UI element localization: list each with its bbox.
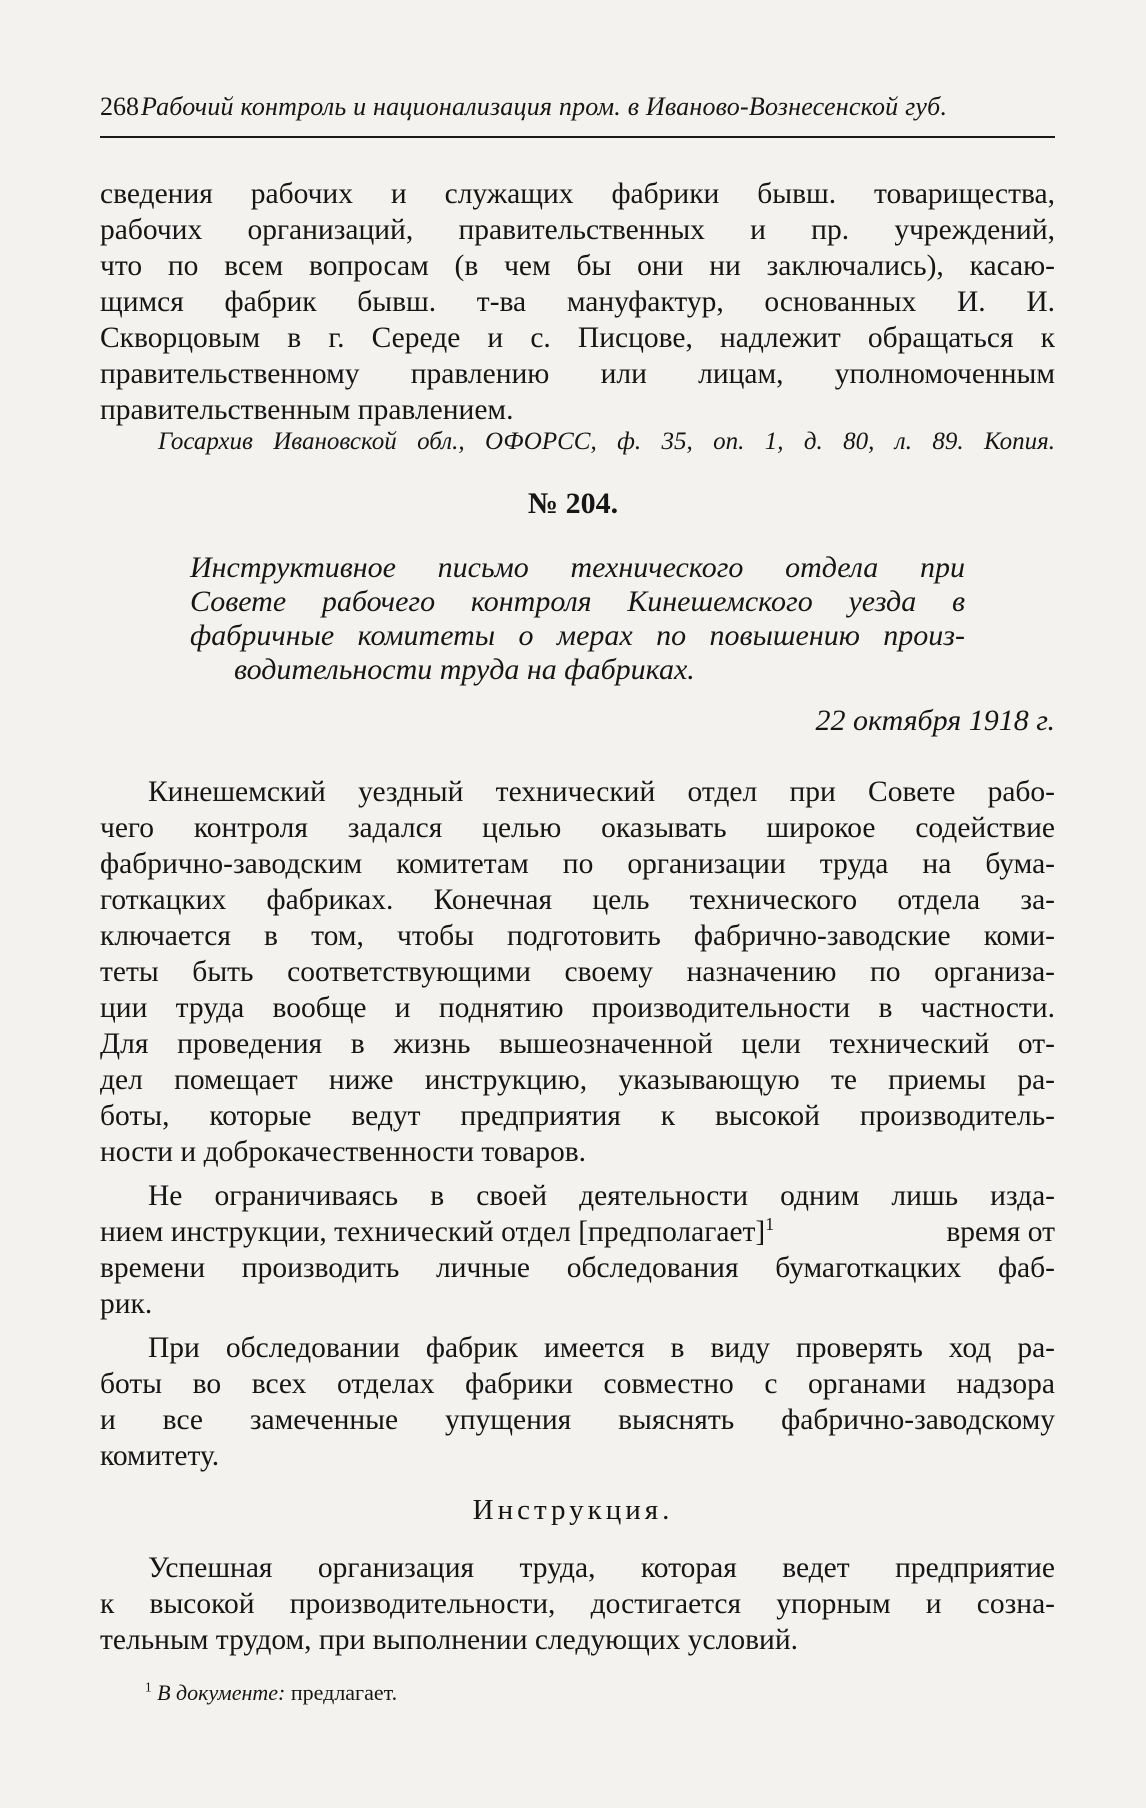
paragraph-line: Не ограничиваясь в своей деятельности одним лишь изда- — [148, 1180, 1055, 1212]
paragraph-line: к высокой производительности, достигается упорным и созна- — [100, 1588, 1055, 1620]
continuation-line: правительственному правлению или лицам, уполномоченным — [100, 358, 1055, 390]
page-number: 268 — [100, 92, 139, 121]
continuation-line: правительственным правлением. — [100, 394, 514, 426]
continuation-line: что по всем вопросам (в чем бы они ни заключались), касаю- — [100, 250, 1055, 282]
paragraph-line: фабрично-заводским комитетам по организации труда на бума- — [100, 848, 1055, 880]
footnote-reference: 1 — [765, 1214, 775, 1235]
paragraph-line: боты во всех отделах фабрики совместно с органами надзора — [100, 1368, 1055, 1400]
section-heading: Инструкция. — [472, 1494, 674, 1526]
paragraph-line: дел помещает ниже инструкцию, указывающую те приемы ра- — [100, 1064, 1055, 1096]
document-title-line: Инструктивное письмо технического отдела при — [190, 551, 965, 584]
footnote-marker: 1 — [145, 1679, 152, 1695]
document-title-line: фабричные комитеты о мерах по повышению произ- — [190, 619, 965, 652]
paragraph-text: нием инструкции, технический отдел [предполагает] — [100, 1216, 766, 1248]
continuation-line: щимся фабрик бывш. т-ва мануфактур, основанных И. И. — [100, 286, 1055, 318]
continuation-line: рабочих организаций, правительственных и пр. учреждений, — [100, 214, 1055, 246]
paragraph-line: Кинешемский уездный технический отдел при Совете рабо- — [148, 776, 1055, 808]
paragraph-line: При обследовании фабрик имеется в виду проверять ход ра- — [148, 1332, 1055, 1364]
document-title-line: Совете рабочего контроля Кинешемского уезда в — [190, 585, 965, 618]
paragraph-line: чего контроля задался целью оказывать широкое содействие — [100, 812, 1055, 844]
document-number: № 204. — [527, 487, 619, 520]
footnote — [145, 1680, 397, 1706]
paragraph-line: боты, которые ведут предприятия к высокой производитель- — [100, 1100, 1055, 1132]
paragraph-line: готкацких фабриках. Конечная цель технического отдела за- — [100, 884, 1055, 916]
paragraph-line: ности и доброкачественности товаров. — [100, 1136, 587, 1168]
footnote-text: предлагает. — [290, 1680, 398, 1705]
paragraph-line-with-footnote — [100, 1214, 1055, 1250]
archive-citation: Госархив Ивановской обл., ОФОРСС, ф. 35, оп. 1, д. 80, л. 89. Копия. — [158, 428, 1055, 455]
paragraph-line: теты быть соответствующими своему назначению по организа- — [100, 956, 1055, 988]
continuation-line: Скворцовым в г. Середе и с. Писцове, надлежит обращаться к — [100, 322, 1055, 354]
paragraph-line: Для проведения в жизнь вышеозначенной цели технический от- — [100, 1028, 1055, 1060]
paragraph-line: рик. — [100, 1288, 153, 1320]
paragraph-line: времени производить личные обследования бумаготкацких фаб- — [100, 1252, 1055, 1284]
paragraph-line: тельным трудом, при выполнении следующих условий. — [100, 1624, 799, 1656]
paragraph-line: и все замеченные упущения выяснять фабрично-заводскому — [100, 1404, 1055, 1436]
paragraph-line: Успешная организация труда, которая ведет предприятие — [148, 1552, 1055, 1584]
paragraph-line: ции труда вообще и поднятию производительности в частности. — [100, 992, 1055, 1024]
paragraph-text: время от — [946, 1216, 1055, 1248]
continuation-line: сведения рабочих и служащих фабрики бывш. товарищества, — [100, 178, 1055, 210]
document-title-line: водительности труда на фабриках. — [234, 653, 695, 686]
footnote-label: В документе: — [157, 1680, 286, 1705]
paragraph-line: ключается в том, чтобы подготовить фабрично-заводские коми- — [100, 920, 1055, 952]
running-header — [100, 92, 1055, 138]
document-date: 22 октября 1918 г. — [815, 704, 1055, 737]
running-title: Рабочий контроль и национализация пром. в Иваново-Вознесенской губ. — [141, 92, 948, 121]
paragraph-line: комитету. — [100, 1440, 220, 1472]
